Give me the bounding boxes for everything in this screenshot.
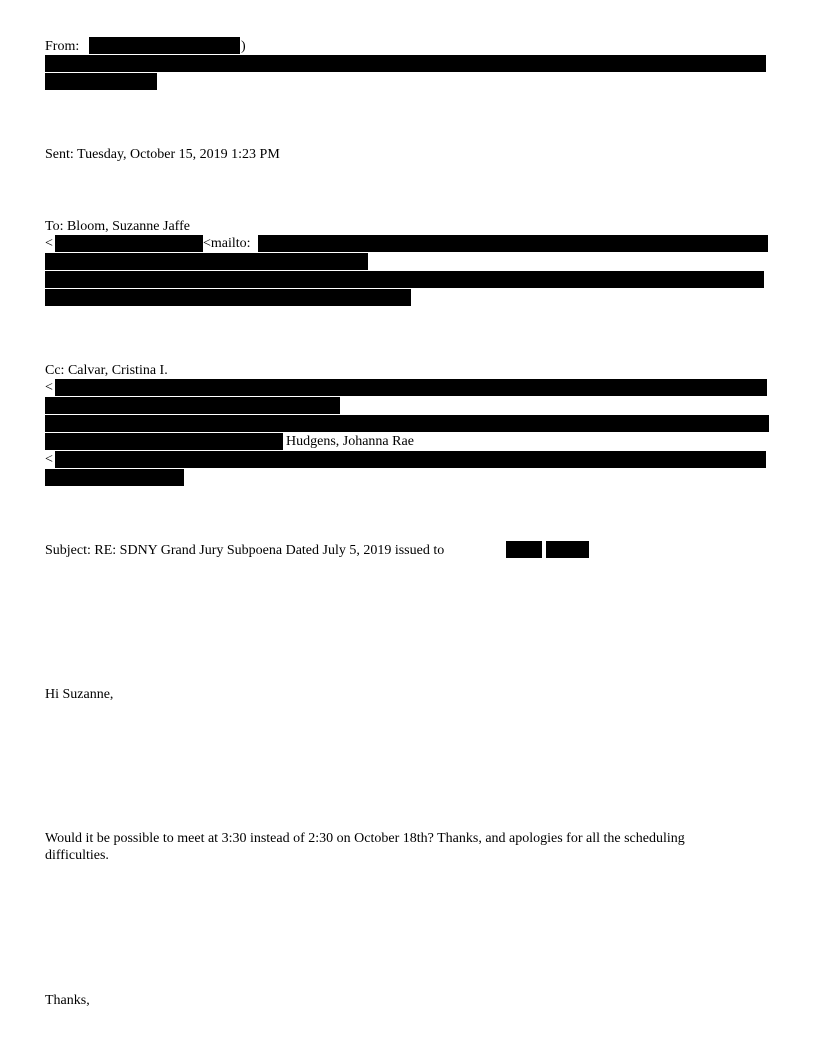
- redaction-block: [506, 541, 542, 558]
- sent-line: [45, 146, 280, 163]
- subject-label: Subject:: [45, 543, 91, 558]
- redaction-block: [55, 451, 766, 468]
- redaction-block: [45, 469, 184, 486]
- redaction-block: [546, 541, 589, 558]
- redaction-block: [45, 271, 764, 288]
- redaction-block: [55, 379, 767, 396]
- message-paragraph: Would it be possible to meet at 3:30 instead of 2:30 on October 18th? Thanks, and apologies for all the scheduling difficulties.: [45, 831, 685, 863]
- redaction-block: [45, 55, 766, 72]
- cc-name: Calvar, Cristina I.: [67, 363, 168, 378]
- from-close-paren: ): [241, 39, 246, 54]
- redaction-block: [45, 289, 411, 306]
- to-line: [45, 218, 190, 235]
- closing: Thanks,: [45, 993, 90, 1008]
- redaction-block: [55, 235, 203, 252]
- cc-name-2: Hudgens, Johanna Rae: [286, 434, 414, 449]
- redaction-block: [45, 415, 769, 432]
- cc-open-bracket-2: <: [45, 452, 53, 467]
- redaction-block: [45, 433, 283, 450]
- from-line: [45, 38, 79, 55]
- redaction-block: [45, 397, 340, 414]
- cc-line: [45, 362, 168, 379]
- subject-line: [45, 542, 444, 559]
- to-label: To:: [45, 219, 64, 234]
- subject-value: RE: SDNY Grand Jury Subpoena Dated July 5, 2019 issued to: [94, 543, 445, 558]
- sent-value: Tuesday, October 15, 2019 1:23 PM: [77, 147, 280, 162]
- greeting: Hi Suzanne,: [45, 687, 114, 702]
- from-label: From:: [45, 39, 80, 54]
- cc-open-bracket: <: [45, 380, 53, 395]
- to-open-bracket: <: [45, 236, 53, 251]
- to-mailto: <mailto:: [203, 236, 251, 251]
- sent-label: Sent:: [45, 147, 74, 162]
- to-name: Bloom, Suzanne Jaffe: [66, 219, 190, 234]
- redaction-block: [45, 253, 368, 270]
- redaction-block: [45, 73, 157, 90]
- redaction-block: [258, 235, 768, 252]
- cc-label: Cc:: [45, 363, 65, 378]
- redaction-block: [89, 37, 240, 54]
